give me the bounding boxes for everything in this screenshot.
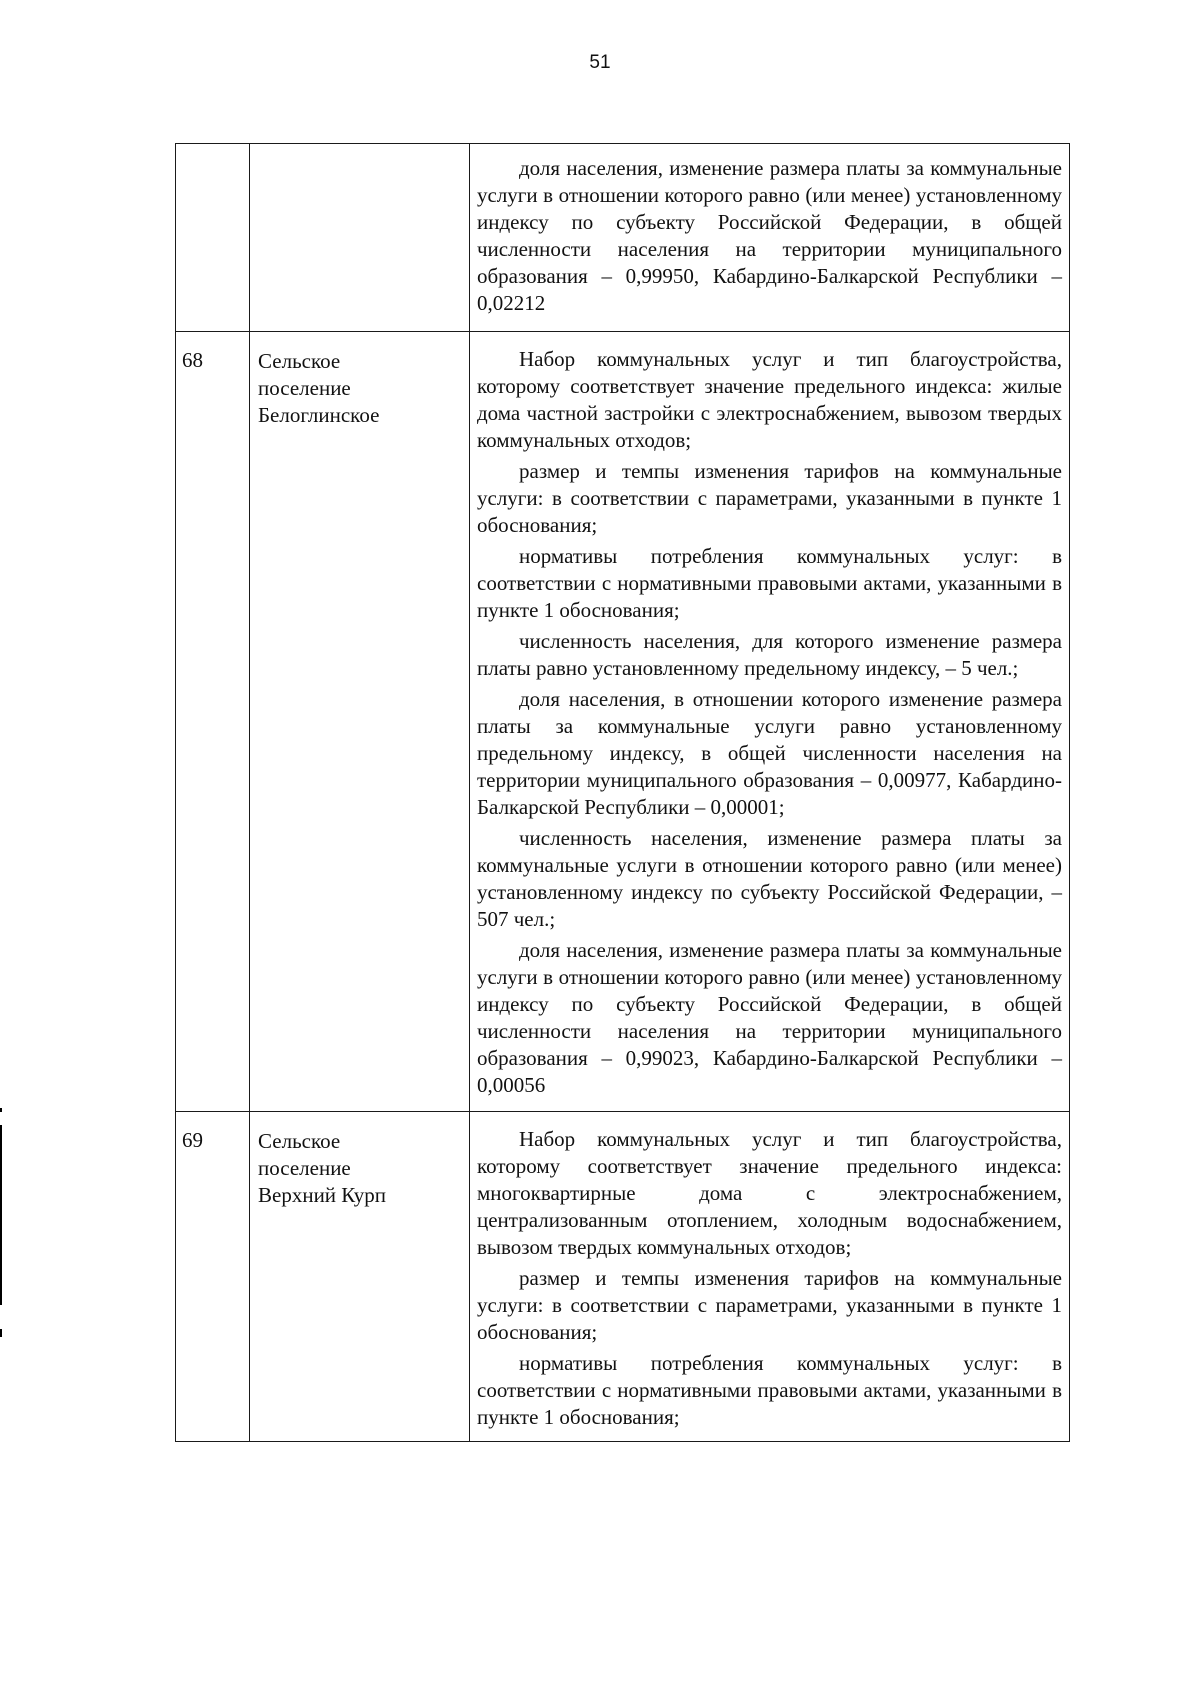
table-row-68 xyxy=(176,332,1070,1112)
row-number: 68 xyxy=(176,332,250,1112)
paragraph: размер и темпы изменения тарифов на коммунальные услуги: в соответствии с параметрами, указанными в пункте 1 обоснования; xyxy=(477,1266,1062,1344)
indices-table xyxy=(175,143,1070,1442)
paragraph: численность населения, изменение размера платы за коммунальные услуги в отношении которого равно (или менее) установленному индексу по субъекту Российской Федерации, – 507 чел.; xyxy=(477,826,1062,931)
paragraph: численность населения, для которого изменение размера платы равно установленному предельному индексу, – 5 чел.; xyxy=(477,629,1062,680)
paragraph: нормативы потребления коммунальных услуг: в соответствии с нормативными правовыми актами, указанными в пункте 1 обоснования; xyxy=(477,1351,1062,1429)
page-number: 51 xyxy=(589,52,611,73)
description-cell xyxy=(470,144,1070,332)
settlement-name-line: Белоглинское xyxy=(258,403,380,427)
paragraph: доля населения, в отношении которого изменение размера платы за коммунальные услуги равно установленному предельному индексу, в общей численности населения на территории муниципального образования – 0,00977, Кабардино-Балкарской Республики – 0,00001; xyxy=(477,687,1062,819)
description-cell xyxy=(470,332,1070,1112)
settlement-name-line: поселение xyxy=(258,376,351,400)
settlement-name xyxy=(250,332,470,1112)
table-row-continuation xyxy=(176,144,1070,332)
settlement-name xyxy=(250,144,470,332)
settlement-name-line: Сельское xyxy=(258,1129,341,1153)
scan-mark xyxy=(0,1329,2,1337)
settlement-name-line: Сельское xyxy=(258,349,341,373)
paragraph: доля населения, изменение размера платы за коммунальные услуги в отношении которого равно (или менее) установленному индексу по субъекту Российской Федерации, в общей численности населения на территории муниципального образования – 0,99023, Кабардино-Балкарской Республики – 0,00056 xyxy=(477,938,1062,1097)
scan-mark xyxy=(0,1125,2,1305)
paragraph: нормативы потребления коммунальных услуг: в соответствии с нормативными правовыми актами, указанными в пункте 1 обоснования; xyxy=(477,544,1062,622)
settlement-name-line: поселение xyxy=(258,1156,351,1180)
paragraph: размер и темпы изменения тарифов на коммунальные услуги: в соответствии с параметрами, указанными в пункте 1 обоснования; xyxy=(477,459,1062,537)
table-row-69 xyxy=(176,1112,1070,1442)
settlement-name xyxy=(250,1112,470,1442)
row-number xyxy=(176,144,250,332)
description-cell xyxy=(470,1112,1070,1442)
scan-mark xyxy=(0,1108,2,1112)
paragraph: Набор коммунальных услуг и тип благоустройства, которому соответствует значение предельного индекса: многоквартирные дома с электроснабжением, централизованным отоплением, холодным водоснабжением, вывозом твердых коммунальных отходов; xyxy=(477,1127,1062,1259)
paragraph: Набор коммунальных услуг и тип благоустройства, которому соответствует значение предельного индекса: жилые дома частной застройки с электроснабжением, вывозом твердых коммунальных отходов; xyxy=(477,347,1062,452)
paragraph: доля населения, изменение размера платы за коммунальные услуги в отношении которого равно (или менее) установленному индексу по субъекту Российской Федерации, в общей численности населения на территории муниципального образования – 0,99950, Кабардино-Балкарской Республики – 0,02212 xyxy=(477,156,1062,315)
settlement-name-line: Верхний Курп xyxy=(258,1183,386,1207)
row-number: 69 xyxy=(176,1112,250,1442)
